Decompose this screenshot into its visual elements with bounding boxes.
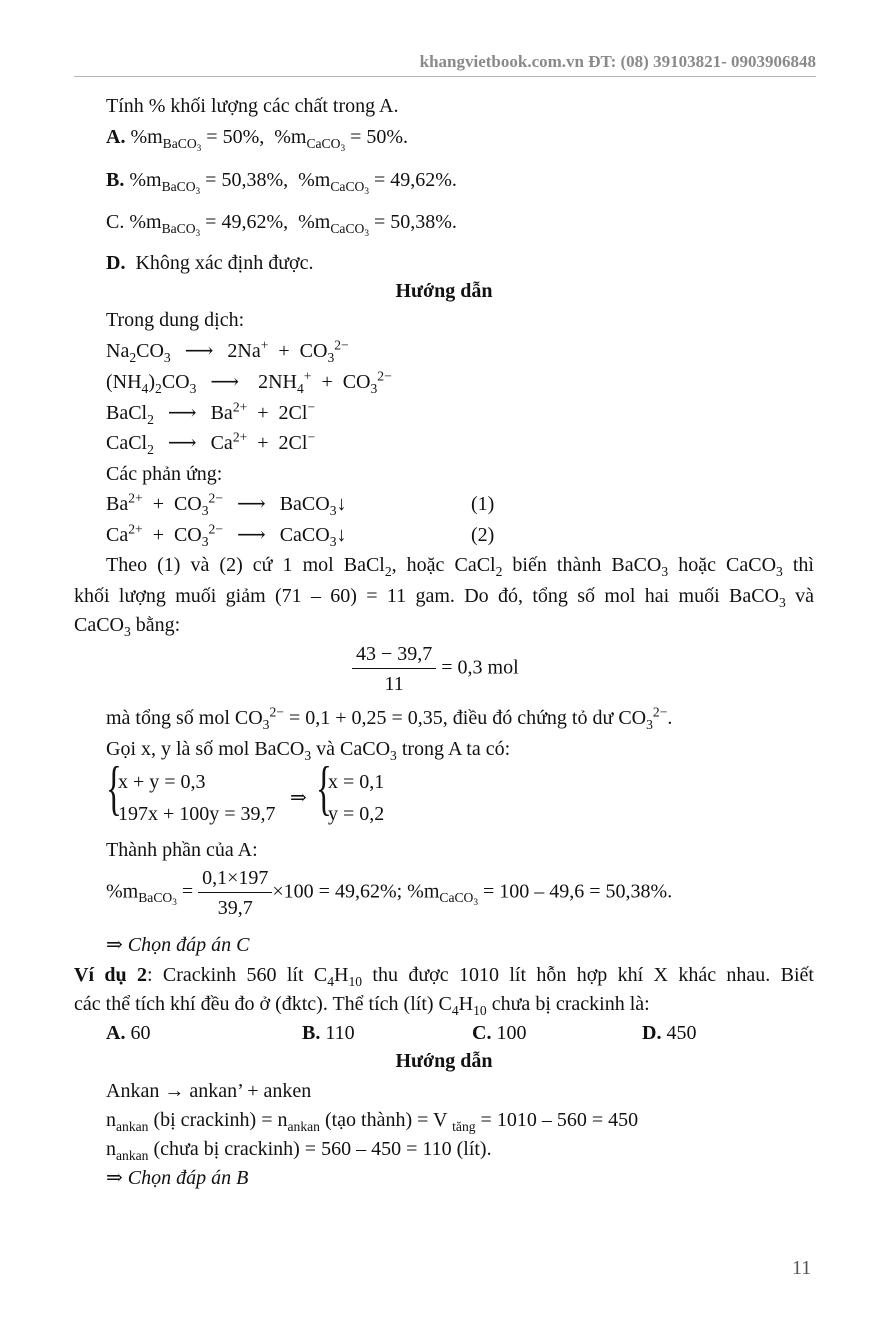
equation-nh4-2co3: $(NH_4)_2CO_3$ ⟶ $2NH_4^+ + CO_3^{2-}$	[106, 368, 392, 396]
equation-bacl2: BaCl$_2$ ⟶ $Ba^{2+} + 2Cl^-$	[106, 399, 316, 427]
equation-cacl2: CaCl$_2$ ⟶ $Ca^{2+} + 2Cl^-$	[106, 429, 316, 457]
page-number: 11	[792, 1257, 812, 1279]
header-phone: ĐT: (08) 39103821- 0903906848	[588, 52, 816, 71]
right-brace: {	[316, 755, 332, 821]
q2-solution-line2: $n_{ankan}$ (bị crackinh) = $n_{ankan}$ (tạo thành) = V $_{tăng}$ = 1010 – 560 = 450	[106, 1109, 639, 1134]
reaction-1-number: (1)	[471, 493, 495, 515]
header-rule	[74, 76, 816, 77]
composition-label: Thành phần của A:	[106, 839, 258, 861]
solution-paragraph-line2: khối lượng muối giảm (71 – 60) = 11 gam. Do đó, tổng số mol hai muối BaCO$_3$ và	[74, 585, 814, 610]
q1-option-a: A. $\%m_{BaCO_3} = 50\%$, $\%m_{CaCO_3} = 50\%$.	[106, 126, 409, 153]
q1-option-d: D. Không xác định được.	[106, 252, 314, 274]
header-site: khangvietbook.com.vn	[419, 52, 584, 71]
q2-option-c: C. 100	[472, 1022, 527, 1044]
fraction-total-mol: $\frac{43 - 39,7}{11}$ = 0,3 mol	[352, 642, 519, 696]
page-header	[346, 52, 816, 72]
composition-calculation: $\%m_{BaCO_3}$ = $\frac{0,1\times 197}{39,7}$ ×100 = 49,62%; $\%m_{CaCO_3} = 100 - 49,6 = 50,38\%$.	[106, 867, 673, 919]
q2-option-d: D. 450	[642, 1022, 697, 1044]
q2-answer: ⇒ Chọn đáp án B	[106, 1167, 249, 1189]
q2-option-b: B. 110	[302, 1022, 355, 1044]
q1-option-b: B. $\%m_{BaCO_3} = 50,38\%$, $\%m_{CaCO_3} = 49,62\%$.	[106, 169, 457, 196]
q1-guide-title: Hướng dẫn	[395, 280, 493, 302]
system-eq2: 197x + 100y = 39,7	[118, 803, 276, 825]
equation-na2co3: $Na_2CO_3$ ⟶ $2Na^+ + CO_3^{2-}$	[106, 337, 349, 365]
reaction-2: $Ca^{2+} + CO_3^{2-}$ ⟶ CaCO$_3$↓	[106, 521, 347, 549]
implies-icon: ⇒	[106, 1167, 123, 1189]
q2-guide-title: Hướng dẫn	[395, 1050, 493, 1072]
system-sol1: x = 0,1	[328, 771, 385, 793]
reactions-label: Các phản ứng:	[106, 463, 223, 485]
q1-answer: ⇒ Chọn đáp án C	[106, 934, 250, 956]
reaction-2-number: (2)	[471, 524, 495, 546]
q2-text-line1: Ví dụ 2: Crackinh 560 lít $C_4H_{10}$ thu được 1010 lít hỗn hợp khí X khác nhau. Biết	[74, 964, 814, 989]
q1-prompt: Tính % khối lượng các chất trong A.	[106, 95, 399, 117]
reaction-1: $Ba^{2+} + CO_3^{2-}$ ⟶ BaCO$_3$↓	[106, 490, 347, 518]
implies-icon: ⇒	[106, 934, 123, 956]
system-sol2: y = 0,2	[328, 803, 385, 825]
implies-arrow: ⇒	[290, 787, 307, 809]
solution-intro: Trong dung dịch:	[106, 309, 245, 331]
q1-option-c: C. $\%m_{BaCO_3} = 49,62\%$, $\%m_{CaCO_3} = 50,38\%$.	[106, 211, 457, 238]
q2-solution-line1: Ankan → ankan’ + anken	[106, 1080, 312, 1102]
q2-text-line2: các thể tích khí đều đo ở (đktc). Thể tích (lít) $C_4H_{10}$ chưa bị crackinh là:	[74, 993, 650, 1018]
system-eq1: x + y = 0,3	[118, 771, 206, 793]
equation-system	[106, 755, 426, 830]
solution-paragraph-line3: CaCO$_3$ bằng:	[74, 614, 181, 639]
solution-paragraph-line1: Theo (1) và (2) cứ 1 mol BaCl$_2$, hoặc CaCl$_2$ biến thành BaCO$_3$ hoặc CaCO$_3$ thì	[106, 554, 814, 579]
solution-let-xy: Gọi x, y là số mol BaCO$_3$ và CaCO$_3$ trong A ta có:	[106, 738, 511, 763]
q2-option-a: A. 60	[106, 1022, 151, 1044]
left-brace: {	[106, 755, 122, 821]
q2-solution-line3: $n_{ankan}$ (chưa bị crackinh) = 560 – 450 = 110 (lít).	[106, 1138, 492, 1163]
solution-excess-co3: mà tổng số mol $CO_3^{2-} = 0,1 + 0,25 = 0,35$, điều đó chứng tỏ dư $CO_3^{2-}$.	[106, 704, 673, 732]
